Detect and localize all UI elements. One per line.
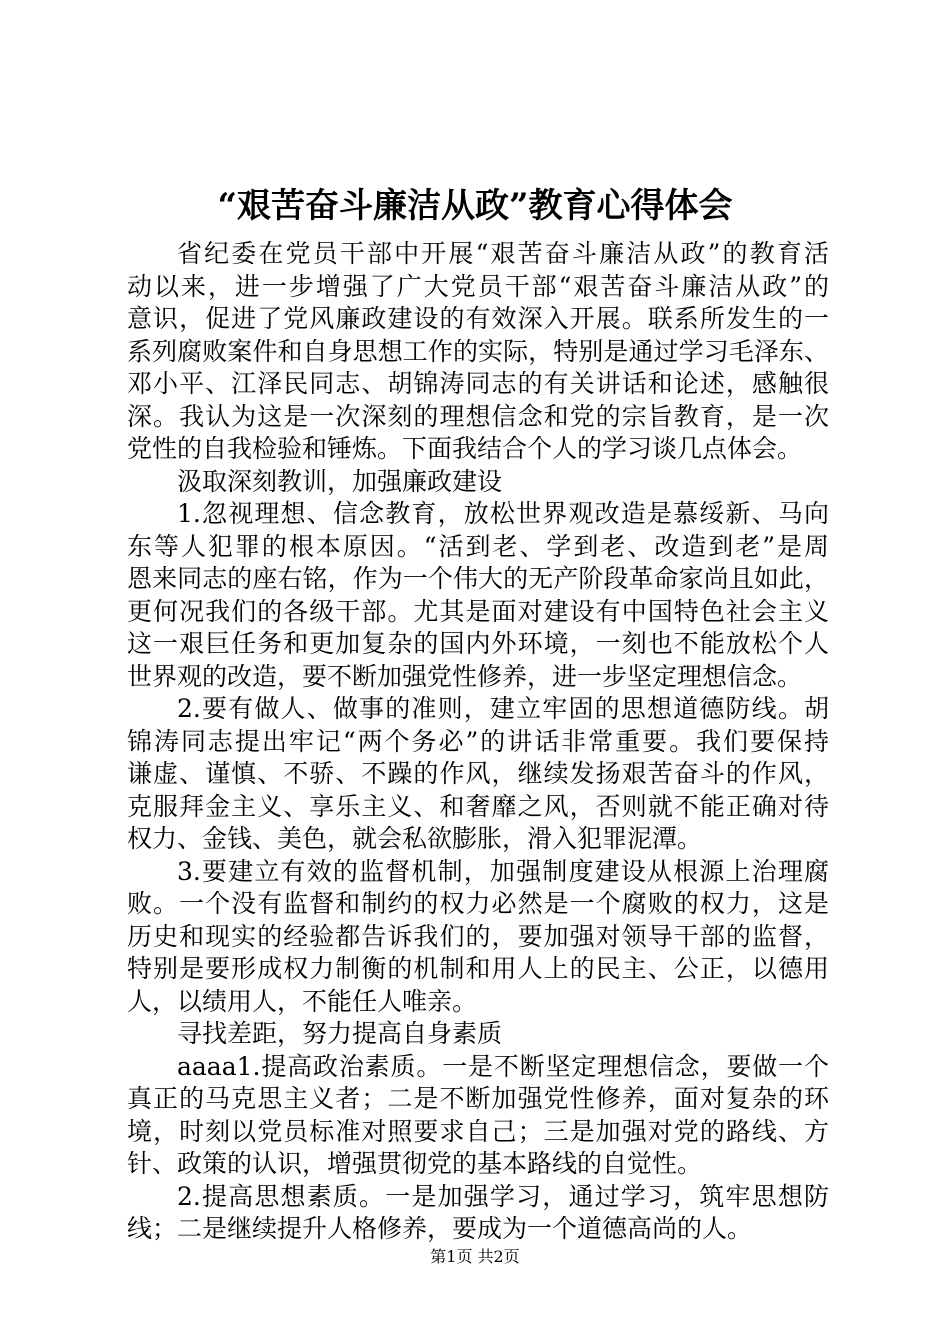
section-heading: 寻找差距，努力提高自身素质: [177, 1019, 503, 1048]
paragraph-line: 恩来同志的座右铭，作为一个伟大的无产阶段革命家尚且如此，: [127, 564, 829, 593]
paragraph-line: 动以来，进一步增强了广大党员干部“艰苦奋斗廉洁从政”的: [127, 271, 829, 301]
paragraph-line: 克服拜金主义、享乐主义、和奢靡之风，否则就不能正确对待: [127, 791, 829, 821]
paragraph-line: 锦涛同志提出牢记“两个务必”的讲话非常重要。我们要保持: [127, 726, 829, 756]
paragraph-line: 败。一个没有监督和制约的权力必然是一个腐败的权力，这是: [127, 889, 829, 918]
paragraph-line: 意识，促进了党风廉政建设的有效深入开展。联系所发生的一: [127, 304, 829, 333]
paragraph-line: 真正的马克思主义者；二是不断加强党性修养，面对复杂的环: [127, 1084, 829, 1113]
paragraph-line: 党性的自我检验和锤炼。下面我结合个人的学习谈几点体会。: [127, 434, 803, 463]
paragraph-line: 权力、金钱、美色，就会私欲膨胀，滑入犯罪泥潭。: [127, 824, 703, 853]
paragraph-line: 省纪委在党员干部中开展“艰苦奋斗廉洁从政”的教育活: [177, 239, 829, 268]
paragraph-line: 东等人犯罪的根本原因。“活到老、学到老、改造到老”是周: [127, 531, 829, 561]
paragraph-line: 线；二是继续提升人格修养，要成为一个道德高尚的人。: [127, 1214, 753, 1243]
document-title: “艰苦奋斗廉洁从政”教育心得体会: [217, 186, 733, 226]
paragraph-line: 深。我认为这是一次深刻的理想信念和党的宗旨教育，是一次: [127, 401, 829, 431]
paragraph-line: 世界观的改造，要不断加强党性修养，进一步坚定理想信念。: [127, 661, 803, 691]
paragraph-line: 3.要建立有效的监督机制，加强制度建设从根源上治理腐: [177, 856, 829, 886]
paragraph-line: 针、政策的认识，增强贯彻党的基本路线的自觉性。: [127, 1149, 703, 1178]
paragraph-line: 系列腐败案件和自身思想工作的实际，特别是通过学习毛泽东、: [127, 336, 829, 366]
paragraph-line: aaaa1.提高政治素质。一是不断坚定理想信念，要做一个: [177, 1051, 829, 1081]
paragraph-line: 1.忽视理想、信念教育，放松世界观改造是慕绥新、马向: [177, 499, 829, 528]
page-number: 第1页 共2页: [430, 1247, 520, 1266]
section-heading: 汲取深刻教训，加强廉政建设: [177, 466, 503, 496]
paragraph-line: 人，以绩用人，不能任人唯亲。: [127, 986, 478, 1016]
paragraph-line: 这一艰巨任务和更加复杂的国内外环境，一刻也不能放松个人: [127, 629, 829, 658]
paragraph-line: 邓小平、江泽民同志、胡锦涛同志的有关讲话和论述，感触很: [127, 369, 829, 398]
paragraph-line: 谦虚、谨慎、不骄、不躁的作风，继续发扬艰苦奋斗的作风，: [127, 759, 829, 788]
paragraph-line: 2.要有做人、做事的准则，建立牢固的思想道德防线。胡: [177, 694, 829, 723]
paragraph-line: 2.提高思想素质。一是加强学习，通过学习，筑牢思想防: [177, 1181, 829, 1211]
paragraph-line: 境，时刻以党员标准对照要求自己；三是加强对党的路线、方: [127, 1116, 829, 1146]
document-body: [127, 238, 829, 1246]
paragraph-line: 更何况我们的各级干部。尤其是面对建设有中国特色社会主义: [127, 596, 829, 626]
paragraph-line: 历史和现实的经验都告诉我们的，要加强对领导干部的监督，: [127, 921, 829, 951]
paragraph-line: 特别是要形成权力制衡的机制和用人上的民主、公正，以德用: [127, 954, 829, 983]
